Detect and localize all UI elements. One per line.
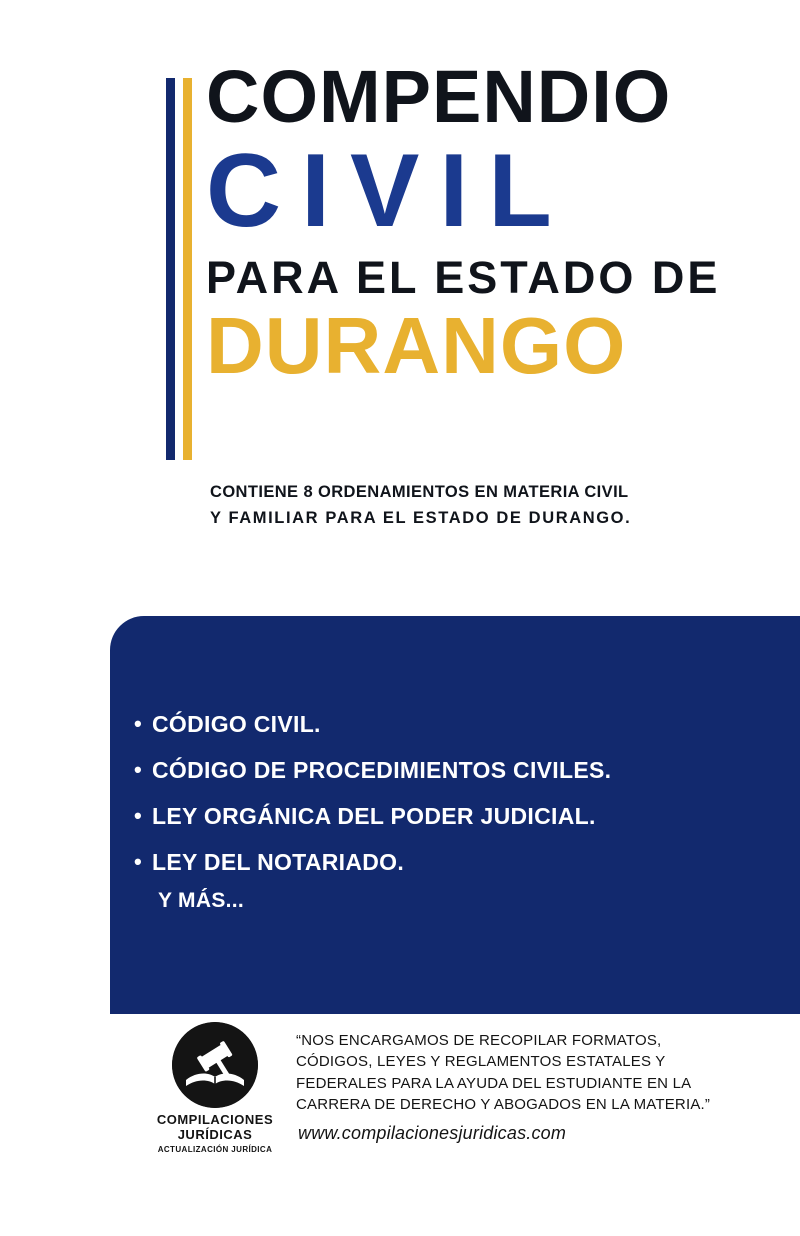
list-item-label: LEY DEL NOTARIADO. [152, 849, 405, 876]
contents-more-label: Y MÁS... [158, 888, 245, 912]
publisher-name-line-1: COMPILACIONES [156, 1112, 274, 1127]
list-item-label: LEY ORGÁNICA DEL PODER JUDICIAL. [152, 803, 596, 830]
list-item [134, 804, 774, 828]
gold-bar [183, 78, 192, 460]
contents-list [134, 712, 774, 913]
title-line-durango: DURANGO [206, 300, 627, 390]
list-item-label: CÓDIGO CIVIL. [152, 711, 321, 737]
title-line-para-el-estado-de: PARA EL ESTADO DE [206, 252, 721, 304]
quote-line-4: CARRERA DE DERECHO Y ABOGADOS EN LA MATERIA.” [296, 1095, 711, 1113]
quote-line-3: FEDERALES PARA LA AYUDA DEL ESTUDIANTE EN LA [296, 1074, 692, 1092]
list-item-label: CÓDIGO DE PROCEDIMIENTOS CIVILES. [152, 757, 612, 784]
subtitle [210, 480, 730, 531]
bullet-icon: • [134, 711, 143, 736]
cover-header [0, 0, 800, 600]
decorative-vertical-bars [166, 78, 200, 460]
contents-panel [110, 616, 800, 1014]
publisher-quote [296, 1030, 726, 1115]
navy-bar [166, 78, 175, 460]
bullet-icon: • [134, 803, 143, 829]
subtitle-line-2: Y FAMILIAR PARA EL ESTADO DE DURANGO. [210, 508, 632, 527]
gavel-book-icon [172, 1022, 258, 1108]
publisher-logo [150, 1022, 280, 1154]
quote-line-1: “NOS ENCARGAMOS DE RECOPILAR FORMATOS, [296, 1032, 662, 1049]
page-title [206, 55, 726, 390]
subtitle-line-1: CONTIENE 8 ORDENAMIENTOS EN MATERIA CIVIL [210, 483, 629, 501]
list-item [134, 758, 774, 782]
publisher-name [150, 1113, 280, 1142]
quote-line-2: CÓDIGOS, LEYES Y REGLAMENTOS ESTATALES Y [296, 1053, 666, 1071]
title-line-civil: CIVIL [206, 133, 572, 250]
publisher-name-line-2: JURÍDICAS [177, 1126, 253, 1142]
bullet-icon: • [134, 849, 143, 875]
list-item [134, 850, 774, 874]
publisher-tagline: ACTUALIZACIÓN JURÍDICA [157, 1145, 273, 1155]
title-line-compendio: COMPENDIO [206, 55, 672, 138]
website-url[interactable]: www.compilacionesjuridicas.com [298, 1123, 567, 1143]
list-item [134, 712, 774, 736]
bullet-icon: • [134, 757, 143, 783]
